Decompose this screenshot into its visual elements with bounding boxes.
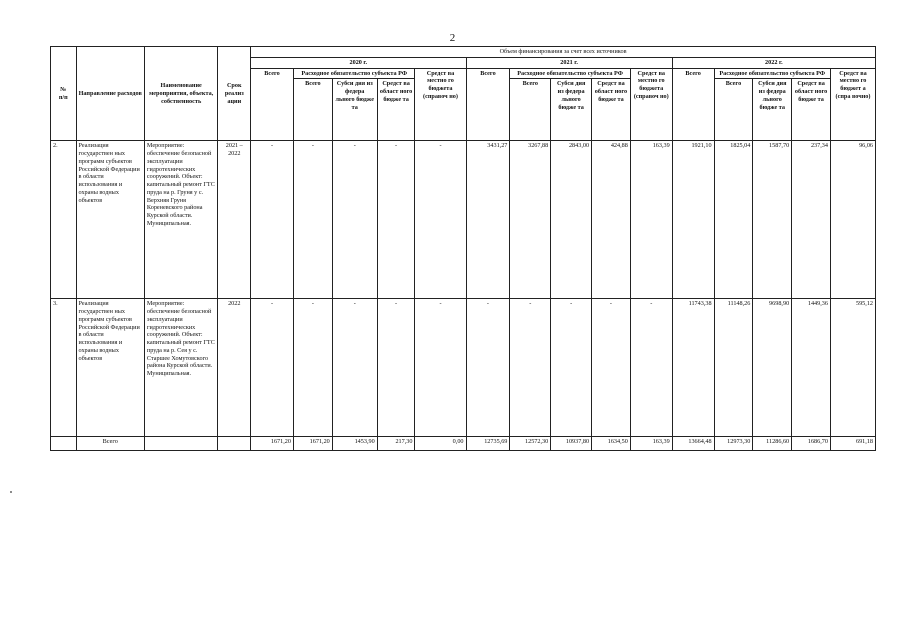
cell-value: - [332,299,377,437]
cell-value: 9698,90 [753,299,792,437]
cell-value: - [251,141,294,299]
header-year-2021: 2021 г. [466,57,672,68]
cell-value: 3267,88 [510,141,551,299]
header-regional-2021: Средст ва област ного бюдже та [592,79,631,141]
cell-value: 96,06 [830,141,875,299]
cell-value: 424,88 [592,141,631,299]
header-obl-total-2021: Всего [510,79,551,141]
total-value: 1671,20 [251,437,294,451]
header-term: Срок реализ ации [218,47,251,141]
financing-table [50,46,876,451]
cell-value: 2843,00 [551,141,592,299]
cell-value: 237,34 [792,141,831,299]
cell-value: 3431,27 [466,141,510,299]
cell-value: 1825,04 [714,141,753,299]
total-value: 691,18 [830,437,875,451]
header-regional-2022: Средст ва област ного бюдже та [792,79,831,141]
cell-value: 595,12 [830,299,875,437]
header-obl-total-2020: Всего [293,79,332,141]
row-direction: Реализация государствен ных программ субъектов Российской Федерации в области использования и охраны водных объектов [76,299,144,437]
cell-value: - [551,299,592,437]
header-subsidy-2022: Субси дия из федера льного бюдже та [753,79,792,141]
cell-value: 11148,26 [714,299,753,437]
header-num: № п/п [51,47,77,141]
row-term: 2021 – 2022 [218,141,251,299]
header-direction: Направление расходов [76,47,144,141]
cell-value: 1921,10 [672,141,714,299]
cell-value: 163,39 [630,141,672,299]
header-subsidy-2021: Субси дия из федера льного бюдже та [551,79,592,141]
row-term: 2022 [218,299,251,437]
row-name: Мероприятие: обеспечение безопасной эксплуатации гидротехнических сооружений. Объект: капитальный ремонт ГТС пруда на р. Груня у с. Верхняя Груня Кореневского района Курской области. Муниципальная. [144,141,218,299]
cell-value: - [510,299,551,437]
header-local-2020: Средст ва местно го бюджета (справоч но) [415,68,466,141]
cell-value: - [377,299,415,437]
total-value: 163,39 [630,437,672,451]
header-local-2021: Средст ва местно го бюджета (справоч но) [630,68,672,141]
cell-value: - [293,141,332,299]
total-value: 1686,70 [792,437,831,451]
row-num: 3. [51,299,77,437]
cell-value: - [466,299,510,437]
header-total-2020: Всего [251,68,294,141]
header-funding: Объем финансирования за счет всех источников [251,47,876,58]
cell-value: - [592,299,631,437]
total-value: 12735,69 [466,437,510,451]
cell-value: - [293,299,332,437]
page-number: 2 [449,32,456,44]
row-num: 2. [51,141,77,299]
cell-value: - [415,299,466,437]
header-obligations-2021: Расходное обязательство субъекта РФ [510,68,630,79]
header-total-2022: Всего [672,68,714,141]
cell-value: - [251,299,294,437]
cell-value: - [630,299,672,437]
header-obl-total-2022: Всего [714,79,753,141]
cell-value: - [415,141,466,299]
total-value: 13664,48 [672,437,714,451]
header-year-2022: 2022 г. [672,57,875,68]
header-obligations-2020: Расходное обязательство субъекта РФ [293,68,414,79]
total-row [51,437,876,451]
header-row-1 [51,47,876,58]
total-value: 0,00 [415,437,466,451]
cell-value: - [332,141,377,299]
total-value: 10937,80 [551,437,592,451]
total-value: 217,30 [377,437,415,451]
total-value: 12572,30 [510,437,551,451]
header-subsidy-2020: Субси дия из федера льного бюдже та [332,79,377,141]
cell-value: 1449,36 [792,299,831,437]
total-label: Всего [76,437,144,451]
table-row [51,299,876,437]
total-value: 1453,90 [332,437,377,451]
header-regional-2020: Средст ва област ного бюдже та [377,79,415,141]
total-value: 1634,50 [592,437,631,451]
total-value: 1671,20 [293,437,332,451]
header-total-2021: Всего [466,68,510,141]
row-direction: Реализация государствен ных программ субъектов Российской Федерации в области использования и охраны водных объектов [76,141,144,299]
header-year-2020: 2020 г. [251,57,466,68]
cell-value: 11743,38 [672,299,714,437]
total-value: 11286,60 [753,437,792,451]
header-obligations-2022: Расходное обязательство субъекта РФ [714,68,830,79]
table-row [51,141,876,299]
row-name: Мероприятие: обеспечение безопасной эксплуатации гидротехнических сооружений. Объект: капитальный ремонт ГТС пруда на р. Сея у с. Старшее Хомутовского района Курской области. Муниципальная. [144,299,218,437]
scan-speck [10,491,12,493]
cell-value: 1587,70 [753,141,792,299]
cell-value: - [377,141,415,299]
header-name: Наименование мероприятия, объекта, собственность [144,47,218,141]
header-local-2022: Средст ва местно го бюджет а (спра вочно) [830,68,875,141]
total-value: 12973,30 [714,437,753,451]
